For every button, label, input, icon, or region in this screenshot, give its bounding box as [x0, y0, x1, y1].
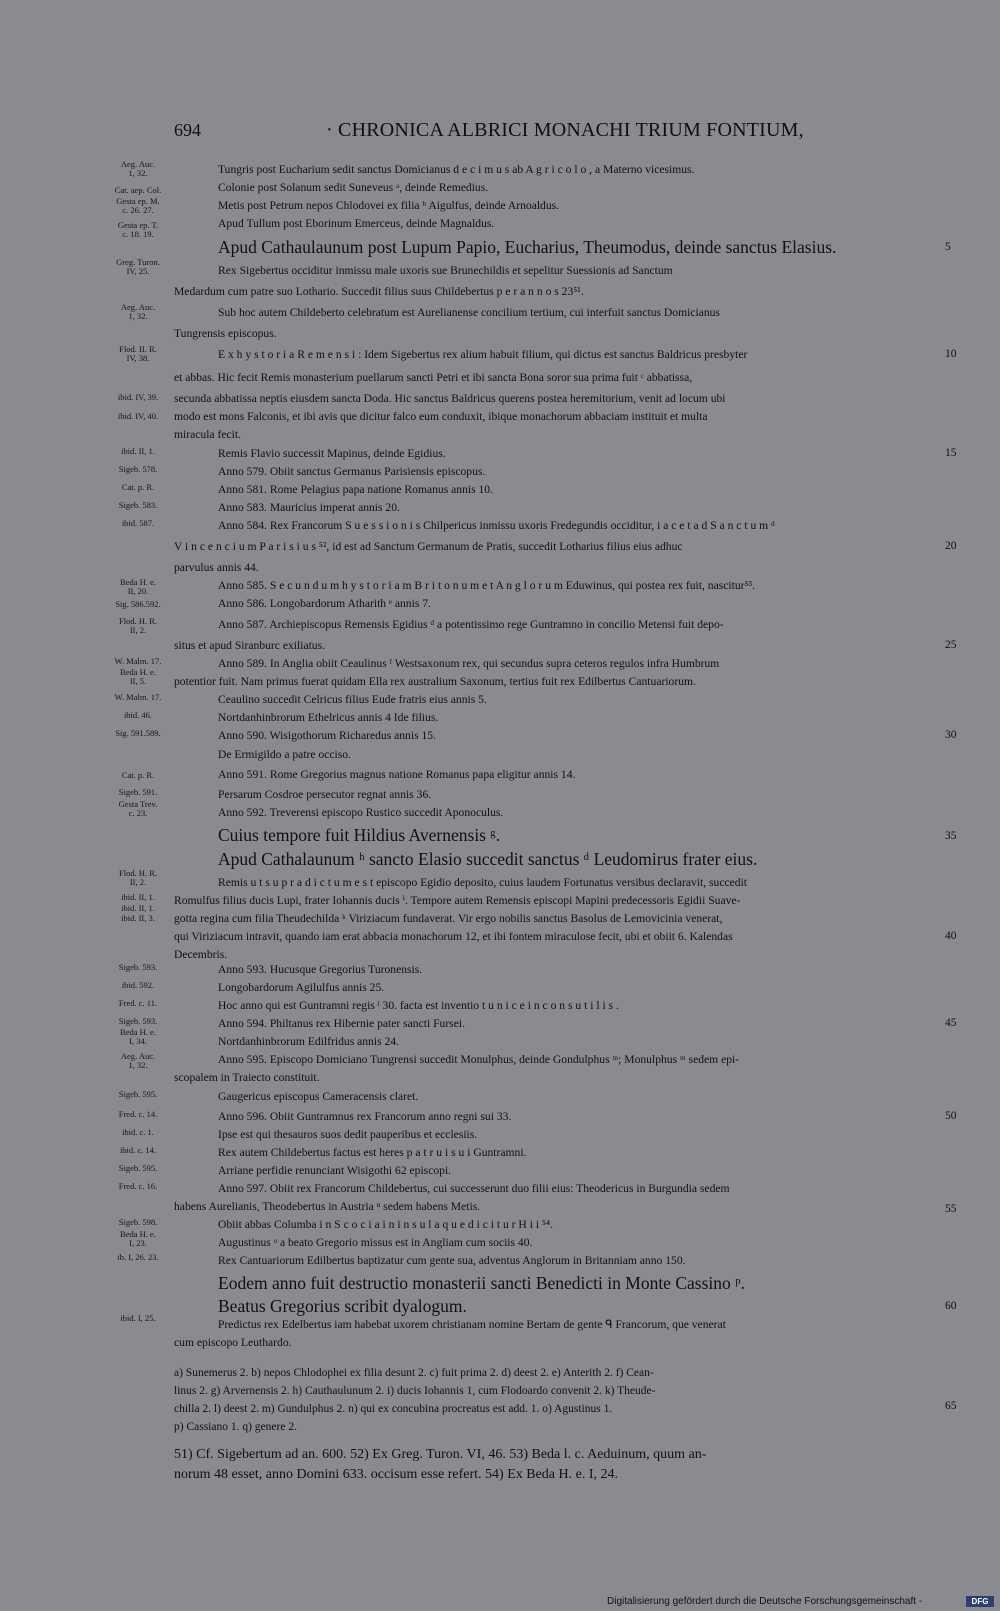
text-line: Hoc anno qui est Guntramni regis ˡ 30. facta est inventio t u n i c e i n c o n s u t i l i s .: [218, 999, 619, 1012]
text-line: Anno 592. Treverensi episcopo Rustico succedit Aponoculus.: [218, 806, 504, 819]
margin-note: Sigeb. 583.: [118, 500, 158, 510]
text-line: cum episcopo Leuthardo.: [174, 1336, 292, 1349]
text-line: p) Cassiano 1. q) genere 2.: [174, 1421, 297, 1433]
margin-note: Flod. H. R. II, 2.: [118, 868, 158, 887]
text-line: gotta regina cum filia Theudechilda ᵏ Viriziacum fundaverat. Vir ergo nobilis sanctus Basolus de Lemovicinia venerat,: [174, 912, 723, 925]
text-line: Anno 586. Longobardorum Atharith ᵉ annis 7.: [218, 597, 431, 610]
line-number: 50: [945, 1110, 957, 1122]
line-number: 25: [945, 639, 957, 651]
text-line: Apud Tullum post Eborinum Emerceus, deinde Magnaldus.: [218, 217, 495, 230]
margin-note: ibid. 46.: [123, 710, 153, 720]
text-line: parvulus annis 44.: [174, 561, 259, 574]
text-line: Apud Cathaulaunum post Lupum Papio, Eucharius, Theumodus, deinde sanctus Elasius.: [218, 237, 837, 257]
text-line: scopalem in Traiecto constituit.: [174, 1071, 320, 1084]
margin-note: Fred. c. 14.: [118, 1109, 158, 1119]
text-line: Remis u t s u p r a d i c t u m e s t episcopo Egidio deposito, cuius laudem Fortunatus versibus declaravit, succedit: [218, 876, 748, 889]
text-line: miracula fecit.: [174, 428, 241, 441]
text-line: Beatus Gregorius scribit dyalogum.: [218, 1296, 467, 1316]
text-line: Remis Flavio successit Mapinus, deinde Egidius.: [218, 447, 446, 460]
line-number: 20: [945, 540, 957, 552]
margin-note: Cat. p. R.: [121, 770, 155, 780]
line-number: 55: [945, 1203, 957, 1215]
line-number: 60: [945, 1300, 957, 1312]
text-line: E x h y s t o r i a R e m e n s i : Idem Sigebertus rex alium habuit filium, qui dictus est sanctus Baldricus presbyter: [218, 348, 748, 361]
line-number: 35: [945, 830, 957, 842]
margin-note: Sigeb. 593.: [118, 962, 158, 972]
text-line: Anno 595. Episcopo Domiciano Tungrensi succedit Monulphus, deinde Gondulphus ᵐ; Monulphus ᵐ sedem epi-: [218, 1053, 740, 1066]
text-line: Tungrensis episcopus.: [174, 327, 277, 340]
margin-note: Cat. aep. Col.: [114, 185, 162, 195]
text-line: situs et apud Siranburc exiliatus.: [174, 639, 326, 652]
text-line: Persarum Cosdroe persecutor regnat annis 36.: [218, 788, 432, 801]
line-number: 45: [945, 1017, 957, 1029]
margin-note: ibid. I, 25.: [120, 1313, 156, 1323]
text-line: Cuius tempore fuit Hildius Avernensis ᵍ.: [218, 825, 500, 845]
margin-note: Flod. H. R. II, 2.: [118, 616, 158, 635]
text-line: Metis post Petrum nepos Chlodovei ex filia ᵇ Aigulfus, deinde Arnoaldus.: [218, 199, 560, 212]
margin-note: W. Malm. 17.: [114, 656, 162, 666]
text-line: Sub hoc autem Childeberto celebratum est Aurelianense concilium tertium, cui interfuit sanctus Domicianus: [218, 306, 720, 319]
margin-note: Beda H. e. I, 34.: [120, 1027, 156, 1046]
text-line: Eodem anno fuit destructio monasterii sancti Benedicti in Monte Cassino ᵖ.: [218, 1273, 745, 1293]
margin-note: Beda H. e. II, 5.: [120, 667, 156, 686]
margin-note: Beda H. e. I, 23.: [120, 1229, 156, 1248]
text-line: Anno 596. Obiit Guntramnus rex Francorum anno regni sui 33.: [218, 1110, 512, 1123]
text-line: Anno 590. Wisigothorum Richaredus annis 15.: [218, 729, 436, 742]
text-line: Anno 583. Mauricius imperat annis 20.: [218, 501, 400, 514]
margin-note: Sigeb. 578.: [118, 464, 158, 474]
margin-note: Sig. 591.589.: [115, 728, 161, 738]
margin-note: W. Malm. 17.: [114, 692, 162, 702]
margin-note: ibid. II, 1.: [121, 903, 155, 913]
text-line: potentior fuit. Nam primus fuerat quidam Ella rex australium Saxonum, tertius fuit rex Edilbertus Cantuariorum.: [174, 675, 696, 688]
text-line: Gaugericus episcopus Cameracensis claret.: [218, 1090, 419, 1103]
text-line: modo est mons Falconis, et ibi avis que dicitur falco eum conduxit, ibique monachorum abbaciam instituit et multa: [174, 410, 708, 423]
text-line: Anno 593. Hucusque Gregorius Turonensis.: [218, 963, 423, 976]
text-line: 51) Cf. Sigebertum ad an. 600. 52) Ex Greg. Turon. VI, 46. 53) Beda l. c. Aeduinum, quum an-: [174, 1447, 707, 1462]
text-line: Anno 585. S e c u n d u m h y s t o r i a m B r i t o n u m e t A n g l o r u m Eduwinus, qui postea rex fuit, nascitur⁵³.: [218, 579, 755, 592]
text-line: Anno 584. Rex Francorum S u e s s i o n i s Chilpericus inmissu uxoris Fredegundis occiditur, i a c e t a d S a n c t u m ᵈ: [218, 519, 775, 532]
text-line: Colonie post Solanum sedit Suneveus ᵃ, deinde Remedius.: [218, 181, 489, 194]
text-line: Romulfus filius ducis Lupi, frater Iohannis ducis ⁱ. Tempore autem Remensis episcopi Mapini predecessoris Egidii Suave-: [174, 894, 741, 907]
line-number: 10: [945, 348, 957, 360]
text-line: habens Aurelianis, Theodebertus in Austria ⁿ sedem habens Metis.: [174, 1200, 481, 1213]
dfg-logo: DFG: [966, 1596, 994, 1607]
margin-note: ibid. II, 3.: [121, 913, 155, 923]
line-number: 5: [945, 241, 951, 253]
text-line: Decembris.: [174, 948, 228, 961]
margin-note: Greg. Turon. IV, 25.: [116, 257, 160, 276]
margin-note: ibid. IV, 40.: [117, 411, 159, 421]
margin-note: Sigeb. 598.: [118, 1217, 158, 1227]
margin-note: Cat. p. R.: [121, 482, 155, 492]
text-line: Nortdanhinbrorum Ethelricus annis 4 Ide filius.: [218, 711, 439, 724]
text-line: Rex autem Childebertus factus est heres p a t r u i s u i Guntramni.: [218, 1146, 527, 1159]
text-line: Tungris post Eucharium sedit sanctus Domicianus d e c i m u s ab A g r i c o l o , a Materno vicesimus.: [218, 163, 695, 176]
text-line: et abbas. Hic fecit Remis monasterium puellarum sancti Petri et ibi sancta Bona soror sua prima fuit ᶜ abbatissa,: [174, 371, 693, 384]
text-line: Ceaulino succedit Celricus filius Eude fratris eius annis 5.: [218, 693, 487, 706]
margin-note: ib. I, 26. 23.: [117, 1252, 159, 1262]
text-line: De Ermigildo a patre occiso.: [218, 748, 351, 761]
text-line: norum 48 esset, anno Domini 633. occisum esse refert. 54) Ex Beda H. e. I, 24.: [174, 1467, 619, 1482]
text-line: chilla 2. l) deest 2. m) Gundulphus 2. n) qui ex concubina procreatus est add. 1. o) Agustinus 1.: [174, 1403, 613, 1415]
margin-note: Aeg. Auc. 1, 32.: [120, 159, 156, 178]
text-line: Nortdanhinbrorum Edilfridus annis 24.: [218, 1035, 399, 1048]
margin-note: ibid. c. 14.: [119, 1145, 157, 1155]
line-number: 40: [945, 930, 957, 942]
text-line: Anno 594. Philtanus rex Hibernie pater sancti Fursei.: [218, 1017, 465, 1030]
line-number: 65: [945, 1400, 957, 1412]
line-number: 15: [945, 447, 957, 459]
running-head: · CHRONICA ALBRICI MONACHI TRIUM FONTIUM,: [326, 119, 804, 141]
text-line: Anno 587. Archiepiscopus Remensis Egidius ᵈ a potentissimo rege Guntramno in concilio Metensi fuit depo-: [218, 618, 724, 631]
text-line: Anno 589. In Anglia obiit Ceaulinus ᶠ Westsaxonum rex, qui secundus supra ceteros regulos infra Humbrum: [218, 657, 720, 670]
text-line: Longobardorum Agilulfus annis 25.: [218, 981, 385, 994]
text-line: V i n c e n c i u m P a r i s i u s ⁵², id est ad Sanctum Germanum de Pratis, succedit Lotharius filius eius adhuc: [174, 540, 683, 553]
text-line: Anno 581. Rome Pelagius papa natione Romanus annis 10.: [218, 483, 493, 496]
margin-note: Sigeb. 595.: [118, 1163, 158, 1173]
text-line: Anno 597. Obiit rex Francorum Childebertus, cui successerunt duo filii eius: Theodericus in Burgundia sedem: [218, 1182, 730, 1195]
text-line: Obiit abbas Columba i n S c o c i a i n i n s u l a q u e d i c i t u r H i i ⁵⁴.: [218, 1218, 553, 1231]
line-number: 30: [945, 729, 957, 741]
margin-note: ibid. 592.: [121, 980, 155, 990]
margin-note: Gesta ep. T. c. 18. 19.: [117, 220, 159, 239]
margin-note: Flod. II. R. IV, 38.: [119, 344, 157, 363]
margin-note: ibid. II, 1.: [121, 892, 155, 902]
margin-note: Gesta Trev. c. 23.: [118, 799, 158, 818]
page-number: 694: [174, 120, 201, 140]
margin-note: Aeg. Auc. 1, 32.: [120, 1051, 156, 1070]
margin-note: Beda H. e. II, 20.: [120, 577, 156, 596]
margin-note: ibid. 587.: [121, 518, 155, 528]
text-line: Predictus rex Edelbertus iam habebat uxorem christianam nomine Bertam de gente ᑫ Francorum, que venerat: [218, 1318, 726, 1331]
text-line: Augustinus ᵒ a beato Gregorio missus est in Angliam cum sociis 40.: [218, 1236, 533, 1249]
margin-note: ibid. IV, 39.: [117, 392, 159, 402]
text-line: linus 2. g) Arvernensis 2. h) Cauthaulunum 2. i) ducis Iohannis 1, cum Flodoardo convenit 2. k) Theude-: [174, 1385, 656, 1397]
text-line: Medardum cum patre suo Lothario. Succedit filius suus Childebertus p e r a n n o s 23⁵¹.: [174, 285, 584, 298]
text-line: Anno 591. Rome Gregorius magnus natione Romanus papa eligitur annis 14.: [218, 768, 576, 781]
footer-credit: Digitalisierung gefördert durch die Deutsche Forschungsgemeinschaft -: [607, 1596, 923, 1607]
text-line: Rex Sigebertus occiditur inmissu male uxoris sue Brunechildis et sepelitur Suessionis ad Sanctum: [218, 264, 673, 277]
margin-note: Fred. c. 16.: [118, 1181, 158, 1191]
text-line: qui Viriziacum intravit, quando iam erat abbacia monachorum 12, et ibi fontem miraculose fecit, ubi et obiit 6. Kalendas: [174, 930, 733, 943]
margin-note: Sigeb. 593.: [118, 1016, 158, 1026]
margin-note: Sigeb. 591.: [118, 787, 158, 797]
margin-note: Sig. 586.592.: [115, 599, 161, 609]
text-line: Arriane perfidie renunciant Wisigothi 62 episcopi.: [218, 1164, 452, 1177]
text-line: Ipse est qui thesauros suos dedit pauperibus et ecclesiis.: [218, 1128, 478, 1141]
margin-note: ibid. II, 1.: [121, 446, 155, 456]
margin-note: ibid. c. 1.: [122, 1127, 154, 1137]
text-line: Anno 579. Obiit sanctus Germanus Parisiensis episcopus.: [218, 465, 486, 478]
margin-note: Gesta ep. M. c. 26. 27.: [116, 196, 160, 215]
margin-note: Sigeb. 595.: [118, 1089, 158, 1099]
text-line: Apud Cathalaunum ʰ sancto Elasio succedit sanctus ᵈ Leudomirus frater eius.: [218, 849, 758, 869]
margin-note: Fred. c. 11.: [118, 998, 158, 1008]
text-line: secunda abbatissa neptis eiusdem sancta Doda. Hic sanctus Baldricus querens postea heremitorium, venit ad locum ubi: [174, 392, 726, 405]
margin-note: Aeg. Auc. 1, 32.: [120, 302, 156, 321]
text-line: a) Sunemerus 2. b) nepos Chlodophei ex filia desunt 2. c) fuit prima 2. d) deest 2. e) Anterith 2. f) Cean-: [174, 1367, 654, 1379]
text-line: Rex Cantuariorum Edilbertus baptizatur cum gente sua, adventus Anglorum in Britanniam anno 150.: [218, 1254, 686, 1267]
